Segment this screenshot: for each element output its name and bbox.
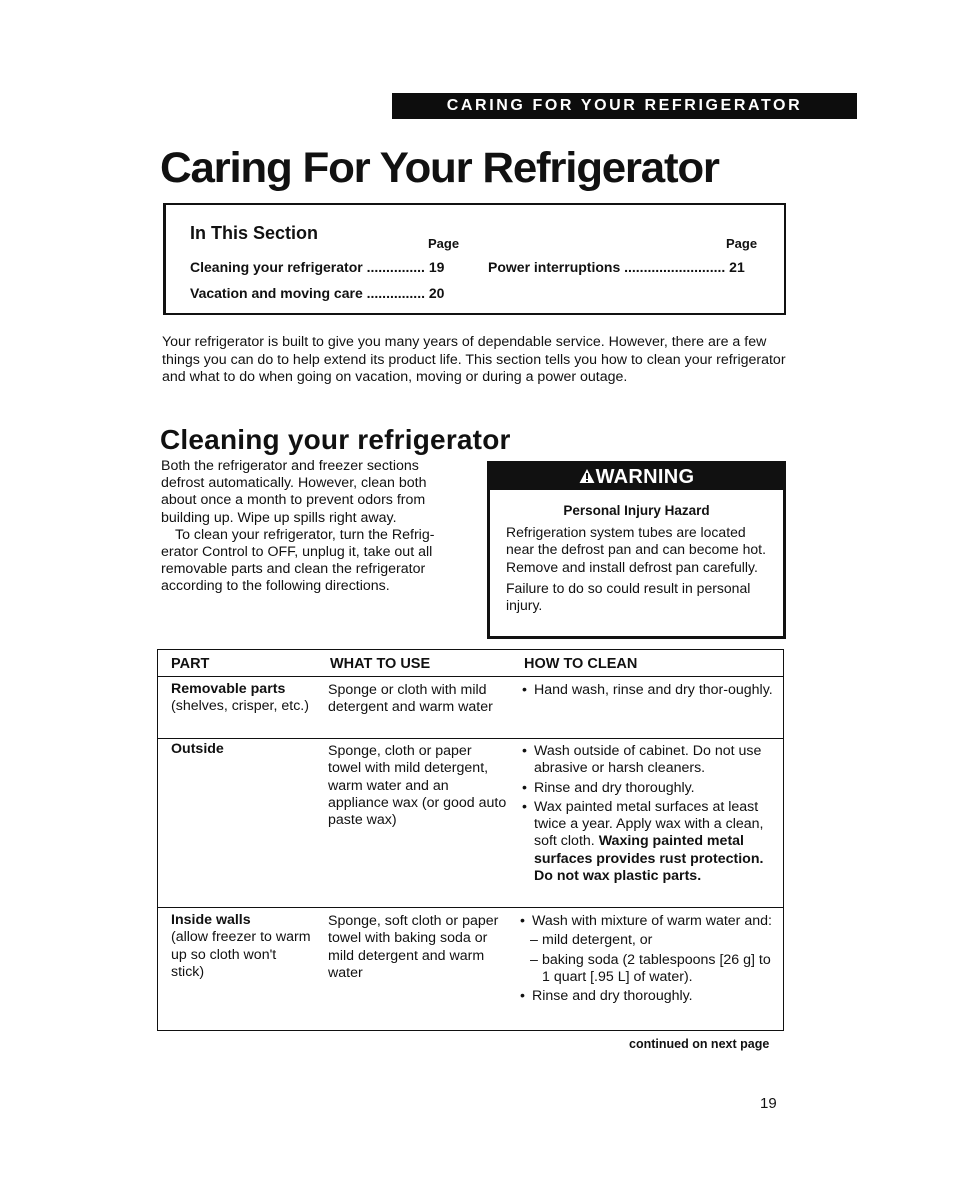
table-rule [158, 676, 783, 677]
warning-text: Refrigeration system tubes are located near the defrost pan and can become hot. Remove and install defrost pan carefully. [506, 524, 766, 575]
section-contents-box [163, 203, 786, 315]
list-subitem: – mild detergent, or [530, 932, 653, 949]
table-rule [158, 907, 783, 908]
toc-entry-cleaning[interactable] [190, 259, 444, 275]
page-title: Caring For Your Refrigerator [160, 144, 719, 192]
part-name: Outside [171, 741, 224, 757]
toc-page-label-left: Page [428, 236, 460, 251]
part-name: Removable parts [171, 681, 286, 697]
continued-note: continued on next page [629, 1037, 770, 1051]
list-item: • Hand wash, rinse and dry thor-oughly. [522, 682, 773, 698]
what-to-use: Sponge, cloth or paper towel with mild detergent, warm water and an appliance wax (or good auto paste wax) [328, 743, 507, 829]
intro-paragraph: Your refrigerator is built to give you many years of dependable service. However, there are a few things you can do to help extend its product life. This section tells you how to clean your refrigerator and what to do when going on vacation, moving or during a power outage. [162, 334, 786, 385]
toc-entry-leader: .......................... [624, 259, 726, 275]
warning-box [487, 461, 786, 639]
cleaning-paragraph-2: To clean your refrigerator, turn the Refrig-erator Control to OFF, unplug it, take out all removable parts and clean the refrigerator according to the following directions. [161, 526, 435, 595]
table-row-inside-walls-part [171, 912, 311, 981]
wax-caution: Waxing painted metal surfaces provides rust protection. Do not wax plastic parts. [534, 833, 764, 885]
toc-entry-label: Cleaning your refrigerator [190, 259, 363, 275]
col-header-part: PART [171, 656, 210, 672]
table-rule [158, 738, 783, 739]
list-item: • Rinse and dry thoroughly. [520, 988, 693, 1005]
how-to-clean [522, 743, 776, 887]
cleaning-section-title: Cleaning your refrigerator [160, 424, 511, 455]
toc-entry-page: 20 [428, 285, 445, 301]
section-banner: CARING FOR YOUR REFRIGERATOR [392, 93, 857, 119]
warning-label: WARNING [595, 466, 695, 488]
toc-entry-vacation[interactable] [190, 285, 444, 301]
toc-section-label: In This Section [190, 223, 319, 243]
what-to-use: Sponge, soft cloth or paper towel with baking soda or mild detergent and warm water [328, 913, 499, 981]
cleaning-intro [161, 458, 461, 596]
list-subitem: – baking soda (2 tablespoons [26 g] to 1 quart [.95 L] of water). [530, 951, 771, 985]
cleaning-paragraph-1: Both the refrigerator and freezer sections defrost automatically. However, clean both about once a month to prevent odors from building up. Wipe up spills right away. [161, 458, 427, 526]
list-item: • Wash outside of cabinet. Do not use abrasive or harsh cleaners. [522, 743, 762, 777]
cleaning-table [157, 649, 784, 1031]
list-item: • Wax painted metal surfaces at least twice a year. Apply wax with a clean, soft cloth. Waxing painted metal surfaces provides rust protection. Do not wax plastic parts. [522, 798, 764, 885]
part-note: (shelves, crisper, etc.) [171, 698, 309, 715]
toc-entry-leader: ............... [366, 285, 425, 301]
part-name: Inside walls [171, 912, 251, 928]
hazard-title: Personal Injury Hazard [563, 503, 710, 518]
table-row-outside-part [171, 741, 311, 758]
list-item: • Wash with mixture of warm water and: [520, 913, 772, 929]
table-row-removable-part [171, 681, 311, 716]
what-to-use: Sponge or cloth with mild detergent and warm water [328, 682, 493, 716]
warning-header [490, 464, 783, 490]
toc-entry-page: 19 [428, 259, 445, 275]
warning-triangle-icon [579, 468, 595, 484]
toc-page-label-right: Page [726, 236, 758, 251]
toc-entry-label: Power interruptions [488, 259, 621, 275]
how-to-clean [522, 682, 774, 701]
toc-entry-leader: ............... [366, 259, 425, 275]
page-number: 19 [760, 1095, 777, 1112]
toc-entry-label: Vacation and moving care [190, 285, 363, 301]
part-note: (allow freezer to warm up so cloth won't stick) [171, 929, 311, 980]
how-to-clean [520, 913, 776, 1007]
toc-entry-page: 21 [729, 259, 745, 275]
toc-entry-power[interactable] [488, 259, 745, 275]
warning-consequence: Failure to do so could result in personal injury. [506, 579, 751, 614]
list-item: • Rinse and dry thoroughly. [522, 779, 695, 796]
col-header-how: HOW TO CLEAN [524, 656, 638, 672]
col-header-what: WHAT TO USE [330, 656, 431, 672]
